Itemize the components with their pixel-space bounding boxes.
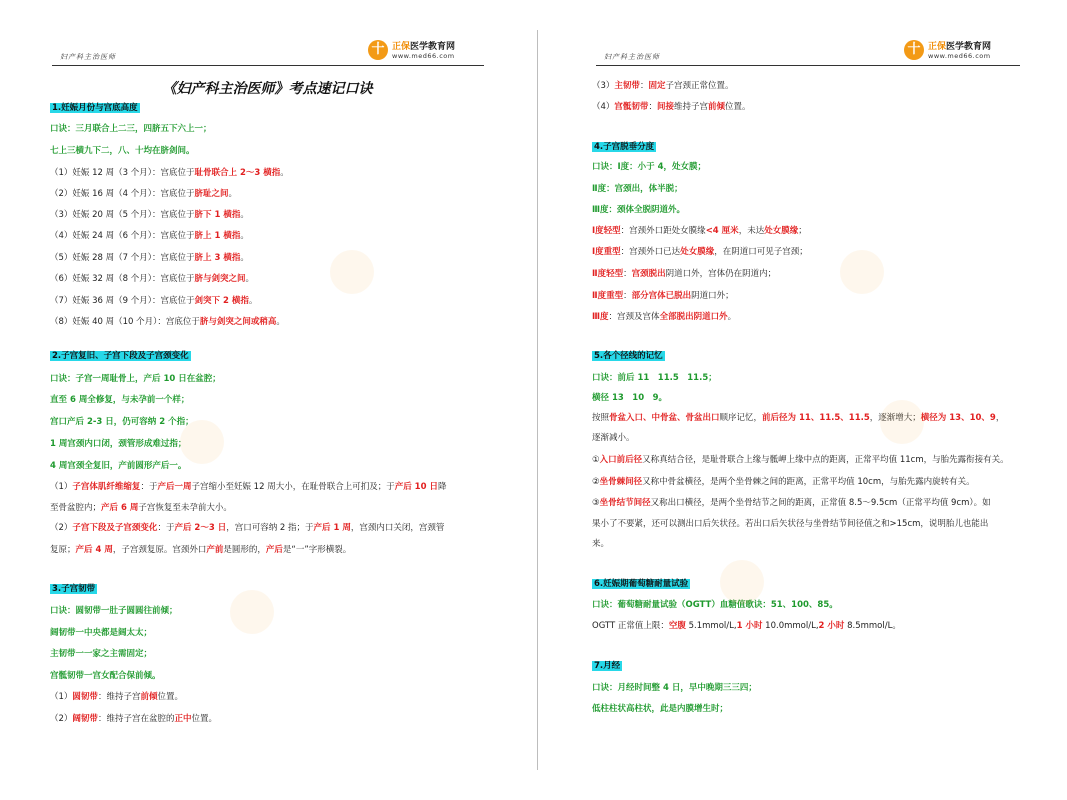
text-line <box>50 273 254 285</box>
logo-name <box>392 39 455 52</box>
text-line <box>592 246 808 258</box>
text-line <box>592 703 728 715</box>
mnemonic-text: 七上三横九下二，八、十均在脐剑间。 <box>50 146 195 156</box>
text-line <box>50 188 237 200</box>
highlight-text: Ⅰ度重型 <box>592 247 621 257</box>
highlight-text: 处女膜缘 <box>764 226 799 236</box>
body-text: （6）妊娠 32 周（8 个月）：宫底位于 <box>50 274 195 284</box>
text-line <box>50 373 221 385</box>
mnemonic-text: 口诀：三月联合上二三，四脐五下六上一； <box>50 124 212 134</box>
logo-url: www.med66.com <box>392 52 455 60</box>
section-title: 7.月经 <box>594 661 621 671</box>
body-text: （2） <box>50 523 73 533</box>
body-text: ① <box>592 455 600 465</box>
text-line <box>50 416 194 428</box>
highlight-text: 脐与剑突之间 <box>194 274 246 284</box>
body-text: 又称出口横径，是两个坐骨结节之间的距离，正常值 8.5～9.5cm（正常平均值 9cm）。如 <box>650 498 991 508</box>
body-text: 。 <box>240 231 249 241</box>
text-line <box>592 204 685 216</box>
mnemonic-text: Ⅲ度：颈体全脱阴道外。 <box>592 205 686 215</box>
body-text: 又称真结合径，是耻骨联合上缘与骶岬上缘中点的距离，正常平均值 11cm，与胎先露衔接有关。 <box>642 455 1009 465</box>
highlight-text: 产后 1 周 <box>313 523 351 533</box>
body-text: 阴道口外； <box>691 291 734 301</box>
body-text: 又称中骨盆横径，是两个坐骨棘之间的距离，正常平均值 10cm，与胎先露内旋转有关。 <box>642 477 975 487</box>
text-line <box>592 225 807 237</box>
body-text: 10.0mmol/L, <box>762 621 819 631</box>
body-text: ，未达 <box>738 226 765 236</box>
text-line <box>50 123 212 135</box>
section-heading <box>50 350 191 362</box>
highlight-text: 前后径为 11、11.5、11.5 <box>762 413 870 423</box>
text-line <box>50 460 186 472</box>
header-rule <box>52 65 484 66</box>
section-title: 3.子宫韧带 <box>52 584 96 594</box>
body-text: （3） <box>592 81 615 91</box>
body-text: （1） <box>50 692 73 702</box>
mnemonic-text: 直至 6 周全修复，与未孕前一个样； <box>50 395 190 405</box>
highlight-text: 圆韧带 <box>72 692 98 702</box>
section-heading <box>592 141 656 153</box>
highlight-text: 坐骨棘间径 <box>599 477 643 487</box>
highlight-text: <4 厘米 <box>705 226 739 236</box>
text-line <box>592 392 667 404</box>
logo-url: www.med66.com <box>928 52 991 60</box>
mnemonic-text: 口诀：Ⅰ度：小于 4，处女膜； <box>592 162 707 172</box>
body-text: 。 <box>240 253 249 263</box>
text-line <box>592 538 609 550</box>
logo-brand: 正保 <box>392 42 411 52</box>
text-line <box>50 167 289 179</box>
text-line <box>592 372 717 384</box>
body-text: （2） <box>50 714 73 724</box>
text-line <box>50 670 161 682</box>
text-line <box>50 544 351 556</box>
highlight-text: 脐上 3 横指 <box>194 253 241 263</box>
highlight-text: 坐骨结节间径 <box>599 498 651 508</box>
text-line <box>592 432 635 444</box>
body-text: 果小了不要紧，还可以测出口后矢状径。若出口后矢状径与坐骨结节间径值之和>15cm，说明胎儿也能出 <box>592 519 989 529</box>
highlight-text: 部分宫体已脱出 <box>631 291 692 301</box>
text-line <box>592 497 991 509</box>
text-line <box>50 209 249 221</box>
highlight-text: 宫骶韧带 <box>614 102 649 112</box>
body-text: 5.1mmol/L, <box>685 621 737 631</box>
header-rule <box>596 65 1020 66</box>
body-text: ： <box>648 102 657 112</box>
text-line <box>592 518 988 530</box>
logo-badge-icon: 十 <box>904 40 924 60</box>
logo-brand: 正保 <box>928 42 947 52</box>
text-line <box>592 682 757 694</box>
body-text: ， <box>995 413 1005 423</box>
body-text: ，逐渐增大； <box>869 413 921 423</box>
text-line <box>50 145 195 157</box>
text-line <box>50 438 186 450</box>
mnemonic-text: 低柱柱状高柱状，此是内膜增生时； <box>592 704 729 714</box>
section-title: 1.妊娠月份与宫底高度 <box>52 103 138 113</box>
highlight-text: 脐耻之间 <box>194 189 229 199</box>
text-line <box>50 522 444 534</box>
highlight-text: 主韧带 <box>614 81 640 91</box>
body-text: ：于 <box>140 482 158 492</box>
highlight-text: 产后 <box>265 545 283 555</box>
highlight-text: 入口前后径 <box>599 455 643 465</box>
section-title: 6.妊娠期葡萄糖耐量试验 <box>594 579 689 589</box>
highlight-text: Ⅲ度 <box>592 312 609 322</box>
highlight-text: 全部脱出阴道口外 <box>659 312 728 322</box>
highlight-text: 脐下 1 横指 <box>194 210 241 220</box>
body-text: 是圆形的， <box>223 545 266 555</box>
mnemonic-text: 4 周宫颈全复旧，产前圆形产后一。 <box>50 461 187 471</box>
logo-rest: 医学教育网 <box>410 42 456 52</box>
body-text: ，宫颈内口关闭，宫颈管 <box>350 523 445 533</box>
text-line <box>50 605 178 617</box>
body-text: ，在阴道口可见子宫颈； <box>714 247 808 257</box>
highlight-text: Ⅰ度轻型 <box>592 226 621 236</box>
body-text: 。 <box>245 274 255 284</box>
body-text: （2）妊娠 16 周（4 个月）：宫底位于 <box>50 189 195 199</box>
highlight-text: Ⅱ度轻型 <box>592 269 624 279</box>
page-header <box>596 40 1020 66</box>
highlight-text: 阔韧带 <box>72 714 98 724</box>
text-line <box>50 295 257 307</box>
highlight-text: 固定 <box>648 81 666 91</box>
section-title: 2.子宫复旧、子宫下段及子宫颈变化 <box>52 351 189 361</box>
body-text: 位置。 <box>725 102 751 112</box>
section-heading <box>592 578 690 590</box>
text-line <box>592 599 838 611</box>
body-text: 位置。 <box>157 692 183 702</box>
doc-title: 《妇产科主治医师》考点速记口诀 <box>162 81 373 97</box>
body-text: ：宫颈外口已达 <box>620 247 681 257</box>
body-text: ② <box>592 477 600 487</box>
body-text: 8.5mmol/L。 <box>844 621 901 631</box>
logo-badge-icon: 十 <box>368 40 388 60</box>
mnemonic-text: 口诀：葡萄糖耐量试验（OGTT）血糖值歌诀：51、100、85。 <box>592 600 838 610</box>
mnemonic-text: 宫口产后 2-3 日，仍可容纳 2 个指； <box>50 417 194 427</box>
body-text: （7）妊娠 36 周（9 个月）：宫底位于 <box>50 296 195 306</box>
highlight-text: Ⅱ度重型 <box>592 291 624 301</box>
body-text: 是“一”字形横裂。 <box>282 545 352 555</box>
body-text: 复原； <box>50 545 76 555</box>
text-line <box>592 268 776 280</box>
text-line <box>50 230 249 242</box>
highlight-text: 处女膜缘 <box>680 247 715 257</box>
body-text: 子宫缩小至妊娠 12 周大小，在耻骨联合上可扪及；于 <box>191 482 395 492</box>
body-text: ： <box>623 269 632 279</box>
text-line <box>592 620 901 632</box>
highlight-text: 产后 10 日 <box>394 482 438 492</box>
section-heading <box>50 583 97 595</box>
body-text: （5）妊娠 28 周（7 个月）：宫底位于 <box>50 253 195 263</box>
mnemonic-text: 横径 13 10 9。 <box>592 393 668 403</box>
text-line <box>592 290 734 302</box>
text-line <box>592 183 683 195</box>
body-text: 。 <box>280 168 289 178</box>
right-page <box>540 0 1067 800</box>
page-divider <box>537 30 538 770</box>
body-text: ： <box>639 81 649 91</box>
text-line <box>50 394 189 406</box>
section-title: 5.各个径线的记忆 <box>594 351 663 361</box>
text-line <box>50 627 152 639</box>
mnemonic-text: 口诀：子宫一周耻骨上，产后 10 日在盆腔； <box>50 374 221 384</box>
body-text: 顺序记忆， <box>719 413 763 423</box>
body-text: 逐渐减小。 <box>592 433 635 443</box>
body-text: （8）妊娠 40 周（10 个月）：宫底位于 <box>50 317 200 327</box>
logo-name <box>928 39 991 52</box>
mnemonic-text: 宫骶韧带一宫女配合保前倾。 <box>50 671 161 681</box>
body-text: 降 <box>437 482 447 492</box>
body-text: （1） <box>50 482 73 492</box>
book-name: 妇产科主治医师 <box>604 53 660 61</box>
text-line <box>592 476 975 488</box>
text-line <box>50 713 217 725</box>
body-text: 位置。 <box>191 714 217 724</box>
highlight-text: 产后 2～3 日 <box>174 523 227 533</box>
body-text: ：维持子宫在盆腔的 <box>97 714 175 724</box>
text-line <box>50 481 446 493</box>
logo <box>904 39 1014 63</box>
highlight-text: 产前 <box>206 545 224 555</box>
page-header <box>52 40 484 66</box>
mnemonic-text: 口诀：前后 11 11.5 11.5； <box>592 373 717 383</box>
body-text: （4） <box>592 102 615 112</box>
mnemonic-text: 主韧带一一家之主需固定； <box>50 649 153 659</box>
highlight-text: 前倾 <box>140 692 158 702</box>
body-text: OGTT 正常值上限： <box>592 621 669 631</box>
body-text: 来。 <box>592 539 610 549</box>
section-heading <box>50 102 140 114</box>
highlight-text: 1 小时 <box>736 621 763 631</box>
body-text: 阴道口外，宫体仍在阴道内； <box>665 269 777 279</box>
highlight-text: 耻骨联合上 2～3 横指 <box>194 168 281 178</box>
highlight-text: 前倾 <box>707 102 725 112</box>
highlight-text: 正中 <box>174 714 192 724</box>
highlight-text: 剑突下 2 横指 <box>194 296 249 306</box>
highlight-text: 骨盆入口、中骨盆、骨盆出口 <box>609 413 720 423</box>
section-heading <box>592 350 665 362</box>
highlight-text: 产后 6 周 <box>101 503 139 513</box>
highlight-text: 横径为 13、10、9 <box>920 413 996 423</box>
body-text: 。 <box>228 189 238 199</box>
book-name: 妇产科主治医师 <box>60 53 116 61</box>
text-line <box>50 648 152 660</box>
text-line <box>50 502 232 514</box>
body-text: （4）妊娠 24 周（6 个月）：宫底位于 <box>50 231 195 241</box>
body-text: ； <box>798 226 807 236</box>
mnemonic-text: 1 周宫颈内口闭，颈管形成难过指； <box>50 439 187 449</box>
text-line <box>592 311 736 323</box>
highlight-text: 间接 <box>656 102 674 112</box>
body-text: ，宫口可容纳 2 指；于 <box>226 523 314 533</box>
body-text: 至骨盆腔内； <box>50 503 102 513</box>
body-text: ，子宫颈复原。宫颈外口 <box>112 545 207 555</box>
section-heading <box>592 660 622 672</box>
highlight-text: 脐与剑突之间或稍高 <box>199 317 277 327</box>
mnemonic-text: 口诀：月经时间整 4 日，早中晚期三三四； <box>592 683 757 693</box>
highlight-text: 脐上 1 横指 <box>194 231 241 241</box>
text-line <box>50 316 285 328</box>
mnemonic-text: 口诀：圆韧带一肚子圆圆往前倾； <box>50 606 178 616</box>
logo-rest: 医学教育网 <box>946 42 992 52</box>
highlight-text: 产后一周 <box>157 482 192 492</box>
logo <box>368 39 478 63</box>
mnemonic-text: 阔韧带一中央都是阔太太； <box>50 628 153 638</box>
body-text: ：于 <box>157 523 175 533</box>
text-line <box>50 691 183 703</box>
body-text: 。 <box>248 296 258 306</box>
body-text: ③ <box>592 498 600 508</box>
body-text: （1）妊娠 12 周（3 个月）：宫底位于 <box>50 168 195 178</box>
body-text: （3）妊娠 20 周（5 个月）：宫底位于 <box>50 210 195 220</box>
highlight-text: 产后 4 周 <box>75 545 113 555</box>
body-text: ：宫颈及宫体 <box>608 312 660 322</box>
body-text: 。 <box>240 210 249 220</box>
highlight-text: 子宫体肌纤维缩复 <box>72 482 141 492</box>
text-line <box>592 80 733 92</box>
section-title: 4.子宫脱垂分度 <box>594 142 655 152</box>
body-text: 。 <box>727 312 737 322</box>
body-text: 维持子宫 <box>673 102 708 112</box>
text-line <box>592 454 1009 466</box>
text-line <box>50 252 249 264</box>
text-line <box>592 161 706 173</box>
highlight-text: 宫颈脱出 <box>631 269 666 279</box>
body-text: 子宫恢复至未孕前大小。 <box>138 503 232 513</box>
text-line <box>592 412 1004 424</box>
body-text: 。 <box>276 317 285 327</box>
mnemonic-text: Ⅱ度：宫颈出，体半脱； <box>592 184 683 194</box>
highlight-text: 2 小时 <box>818 621 845 631</box>
body-text: ：维持子宫 <box>97 692 141 702</box>
body-text: ： <box>623 291 632 301</box>
body-text: ：宫颈外口距处女膜缘 <box>620 226 706 236</box>
highlight-text: 空腹 <box>668 621 686 631</box>
body-text: 按照 <box>592 413 610 423</box>
highlight-text: 子宫下段及子宫颈变化 <box>72 523 158 533</box>
body-text: 子宫颈正常位置。 <box>665 81 734 91</box>
text-line <box>592 101 751 113</box>
